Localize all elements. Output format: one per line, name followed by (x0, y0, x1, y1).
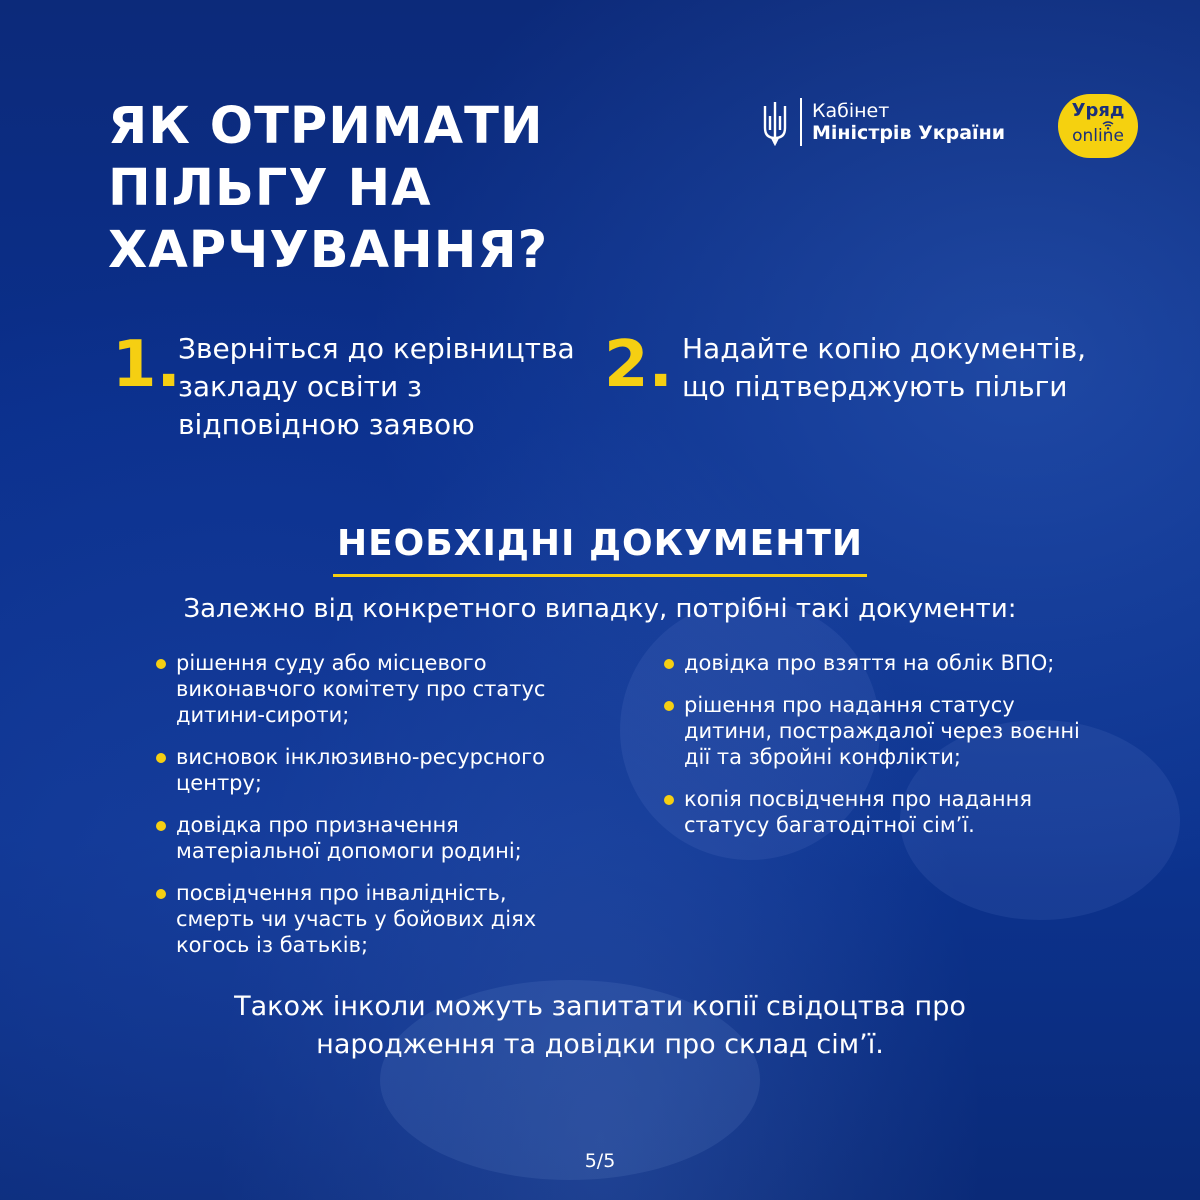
bullet-icon (156, 753, 166, 763)
list-item (660, 692, 1100, 770)
step-text: Надайте копію документів, що підтверджують пільги (682, 332, 1087, 403)
documents-heading-text: НЕОБХІДНІ ДОКУМЕНТИ (333, 520, 867, 577)
additional-note (0, 988, 1200, 1064)
list-item (152, 880, 572, 958)
step-1 (112, 330, 578, 444)
list-item (660, 650, 1100, 676)
cabinet-of-ministers-logo (760, 96, 1005, 148)
list-item-text: копія посвідчення про надання статусу багатодітної сім’ї. (684, 787, 1033, 837)
badge-line-2: online (1072, 126, 1124, 146)
list-item-text: довідка про взяття на облік ВПО; (684, 651, 1055, 675)
bullet-icon (156, 889, 166, 899)
note-line: народження та довідки про склад сім’ї. (316, 1029, 884, 1060)
list-item (152, 650, 572, 728)
step-number: 1. (112, 328, 181, 402)
list-item-text: висновок інклюзивно-ресурсного центру; (176, 745, 545, 795)
list-item (152, 744, 572, 796)
list-item (152, 812, 572, 864)
list-item-text: довідка про призначення матеріальної допомоги родині; (176, 813, 522, 863)
bullet-icon (156, 821, 166, 831)
page-title (108, 96, 668, 282)
trident-icon (760, 98, 790, 146)
badge-line-1: Уряд (1071, 100, 1125, 121)
bullet-icon (664, 659, 674, 669)
note-line: Також інколи можуть запитати копії свідоцтва про (234, 991, 966, 1022)
list-item-text: рішення про надання статусу дитини, постраждалої через воєнні дії та збройні конфлікти; (684, 693, 1080, 769)
logo-line-2: Міністрів України (812, 122, 1006, 144)
list-item (660, 786, 1100, 838)
logo-line-1: Кабінет (812, 100, 890, 122)
step-text: Зверніться до керівництва закладу освіти з відповідною заявою (178, 332, 575, 441)
documents-list-left (152, 650, 572, 974)
list-item-text: посвідчення про інвалідність, смерть чи участь у бойових діях когось із батьків; (176, 881, 537, 957)
bullet-icon (664, 701, 674, 711)
step-2 (604, 330, 1102, 406)
bullet-icon (664, 795, 674, 805)
logo-text (812, 100, 1005, 144)
title-line: ХАРЧУВАННЯ? (108, 221, 549, 280)
uriad-online-badge (1058, 94, 1138, 158)
title-line: ПІЛЬГУ НА (108, 159, 432, 218)
documents-list-right (660, 650, 1100, 854)
logo-divider (800, 98, 802, 146)
documents-heading (0, 520, 1200, 577)
page-counter: 5/5 (584, 1150, 616, 1172)
documents-intro: Залежно від конкретного випадку, потрібні такі документи: (183, 594, 1017, 624)
bullet-icon (156, 659, 166, 669)
title-line: ЯК ОТРИМАТИ (108, 97, 544, 156)
step-number: 2. (604, 328, 673, 402)
list-item-text: рішення суду або місцевого виконавчого комітету про статус дитини-сироти; (176, 651, 546, 727)
